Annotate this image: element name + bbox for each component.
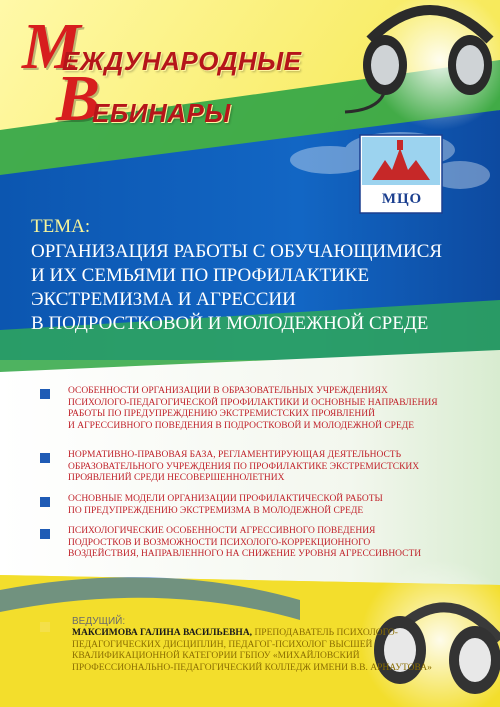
topic-title-line: И ИХ СЕМЬЯМИ ПО ПРОФИЛАКТИКЕ <box>31 265 370 286</box>
square-bullet-icon <box>40 622 50 632</box>
agenda-line: ОСНОВНЫЕ МОДЕЛИ ОРГАНИЗАЦИИ ПРОФИЛАКТИЧЕСКОЙ РАБОТЫ <box>68 494 383 504</box>
heading-line-2 <box>22 62 372 135</box>
agenda-line: ОБРАЗОВАТЕЛЬНОГО УЧРЕЖДЕНИЯ ПО ПРОФИЛАКТИКЕ ЭКСТРЕМИСТСКИХ <box>68 461 420 472</box>
logo-text: МЦО <box>381 191 423 207</box>
presenter-line: ПЕДАГОГИЧЕСКИХ ДИСЦИПЛИН, ПЕДАГОГ-ПСИХОЛОГ ВЫСШЕЙ <box>72 639 373 650</box>
topic-title-line: В ПОДРОСТКОВОЙ И МОЛОДЕЖНОЙ СРЕДЕ <box>31 313 429 334</box>
agenda-line: ПСИХОЛОГО-ПЕДАГОГИЧЕСКОЙ ПРОФИЛАКТИКИ И ОСНОВНЫЕ НАПРАВЛЕНИЯ <box>68 397 438 408</box>
presenter-label: ВЕДУЩИЙ: <box>72 616 126 627</box>
agenda-line: И АГРЕССИВНОГО ПОВЕДЕНИЯ В ПОДРОСТКОВОЙ И МОЛОДЕЖНОЙ СРЕДЕ <box>68 420 415 431</box>
presenter-role: ПРЕПОДАВАТЕЛЬ ПСИХОЛОГО- <box>252 628 398 638</box>
agenda-item-text <box>68 494 478 517</box>
agenda-item-text <box>68 526 478 561</box>
presenter-name: МАКСИМОВА ГАЛИНА ВАСИЛЬЕВНА, <box>72 628 253 638</box>
topic-title-line: ОРГАНИЗАЦИЯ РАБОТЫ С ОБУЧАЮЩИМИСЯ <box>31 241 443 262</box>
heading-text-1: ЕЖДУНАРОДНЫЕ <box>62 46 302 76</box>
presenter-line: ПРОФЕССИОНАЛЬНО-ПЕДАГОГИЧЕСКИЙ КОЛЛЕДЖ ИМЕНИ В.В. АРНАУТОВА» <box>72 662 432 673</box>
agenda-line: ОСОБЕННОСТИ ОРГАНИЗАЦИИ В ОБРАЗОВАТЕЛЬНЫХ УЧРЕЖДЕНИЯХ <box>68 386 388 396</box>
square-bullet-icon <box>40 529 50 539</box>
presenter-line: КВАЛИФИКАЦИОННОЙ КАТЕГОРИИ ГБПОУ «МИХАЙЛОВСКИЙ <box>72 651 360 661</box>
main-heading <box>22 10 372 135</box>
agenda-line: НОРМАТИВНО-ПРАВОВАЯ БАЗА, РЕГЛАМЕНТИРУЮЩАЯ ДЕЯТЕЛЬНОСТЬ <box>68 450 402 460</box>
heading-capital-m: М <box>22 10 81 83</box>
topic-title <box>31 240 486 336</box>
square-bullet-icon <box>40 453 50 463</box>
topic-label: ТЕМА: <box>31 216 91 237</box>
topic-title-line: ЭКСТРЕМИЗМА И АГРЕССИИ <box>31 289 296 310</box>
agenda-line: РАБОТЫ ПО ПРЕДУПРЕЖДЕНИЮ ЭКСТРЕМИСТСКИХ ПРОЯВЛЕНИЙ <box>68 409 376 419</box>
heading-text-2: ЕБИНАРЫ <box>92 98 231 128</box>
agenda-line: ПРОЯВЛЕНИЙ СРЕДИ НЕСОВЕРШЕННОЛЕТНИХ <box>68 473 285 483</box>
heading-capital-v: В <box>56 62 101 135</box>
agenda-item-text <box>68 386 478 432</box>
agenda-item-text <box>68 450 478 485</box>
agenda-line: ПОДРОСТКОВ И ВОЗМОЖНОСТИ ПСИХОЛОГО-КОРРЕКЦИОННОГО <box>68 537 371 548</box>
square-bullet-icon <box>40 389 50 399</box>
agenda-line: ПО ПРЕДУПРЕЖДЕНИЮ ЭКСТРЕМИЗМА В МОЛОДЕЖНОЙ СРЕДЕ <box>68 505 364 516</box>
presenter-line <box>72 628 492 640</box>
presenter-text <box>72 628 492 674</box>
agenda-line: ПСИХОЛОГИЧЕСКИЕ ОСОБЕННОСТИ АГРЕССИВНОГО ПОВЕДЕНИЯ <box>68 526 376 536</box>
square-bullet-icon <box>40 497 50 507</box>
agenda-line: ВОЗДЕЙСТВИЯ, НАПРАВЛЕННОГО НА СНИЖЕНИЕ УРОВНЯ АГРЕССИВНОСТИ <box>68 549 422 559</box>
